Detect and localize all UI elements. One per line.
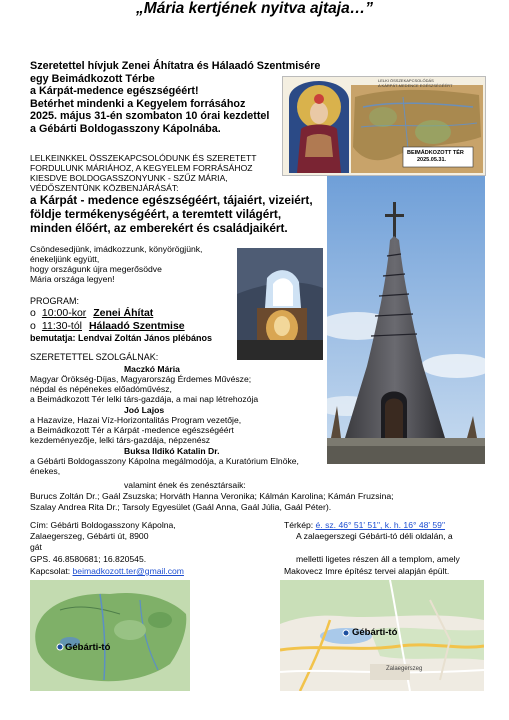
intention-line: minden élőért, az emberekért és családjaikért. xyxy=(30,221,288,235)
person-desc: énekes, xyxy=(30,466,61,476)
prayer-line: Csöndesedjünk, imádkozzunk, könyörögjünk, xyxy=(30,244,203,254)
program-title: Zenei Áhítat xyxy=(93,307,154,319)
prayer-line: énekeljünk együtt, xyxy=(30,254,100,264)
prayer-line: hogy országunk újra megerősödve xyxy=(30,264,162,274)
intention-line: földje termékenységéért, a teremtett világért, xyxy=(30,207,282,221)
intro-line: Szeretettel hívjuk Zenei Áhítatra és Hálaadó Szentmisére xyxy=(30,60,321,72)
map-coords-line xyxy=(284,520,445,530)
intention-line: a Kárpát - medence egészségéért, tájaiért, vizeiért, xyxy=(30,194,313,207)
bullet-icon: o xyxy=(30,307,36,319)
map-location-label: Gébárti-tó xyxy=(65,642,111,653)
bullet-icon: o xyxy=(30,320,36,332)
celebrant-wrap xyxy=(30,333,237,344)
intro-line: a Gébárti Boldogasszony Kápolnába. xyxy=(30,122,221,135)
person-desc: a Beimádkozott Tér lelki társ-gazdája, a mai nap létrehozója xyxy=(30,394,259,404)
program-item xyxy=(30,307,153,319)
person-name: Joó Lajos xyxy=(124,405,165,415)
intro-line: 2025. május 31-én szombaton 10 órai kezdettel xyxy=(30,110,270,122)
contact-line xyxy=(30,566,184,576)
city-label: Zalaegerszeg xyxy=(386,666,423,672)
city-map[interactable] xyxy=(280,580,484,691)
poster-header: A KÁRPÁT-MEDENCE EGÉSZSÉGÉÉRT xyxy=(378,82,453,88)
person-desc: Magyar Örökség-Díjas, Magyarország Érdemes Művésze; xyxy=(30,374,252,384)
intention-block xyxy=(0,194,327,240)
poster-badge-title: BEIMÁDKOZOTT TÉR xyxy=(407,150,464,156)
hungary-map[interactable] xyxy=(30,580,190,691)
poster-image xyxy=(282,76,486,176)
program-time: 11:30-tól xyxy=(41,320,83,332)
caps-line: FORDULUNK MÁRIÁHOZ, A KEGYELEM FORRÁSÁHOZ xyxy=(30,163,253,173)
poster-header: LELKI ÖSSZEKAPCSOLÓDÁS xyxy=(378,78,434,83)
program-heading: PROGRAM: xyxy=(30,296,80,306)
servers-heading: SZERETETTEL SZOLGÁLNAK: xyxy=(30,352,159,362)
address-line: gát xyxy=(30,542,42,552)
person-name: Maczkó Mária xyxy=(124,364,180,374)
person-desc-wrap xyxy=(30,456,307,478)
program-time: 10:00-kor xyxy=(41,307,87,319)
contact-label: Kapcsolat: xyxy=(30,566,71,576)
address-line: Cím: Gébárti Boldogasszony Kápolna, xyxy=(30,520,176,530)
person-desc: népdal és népénekes előadóművész, xyxy=(30,384,172,394)
person-desc: a Gébárti Boldogasszony Kápolna megálmodója, a Kuratórium Elnöke, xyxy=(30,456,299,466)
map-coords-link[interactable]: é. sz. 46° 51' 51", k. h. 16° 48' 59" xyxy=(315,520,446,530)
singers-line: Szalay Andrea Rita Dr.; Tarsoly Egyesület (Gaál Anna, Gaál Júlia, Gaál Péter). xyxy=(30,502,332,512)
page-title: „Mária kertjének nyitva ajtaja…” xyxy=(136,0,373,17)
person-desc: a Beimádkozott Tér a Kárpát -medence egészségéért xyxy=(30,425,234,435)
person-desc: a Hazavize, Hazai Víz-Horizontalitás Program vezetője, xyxy=(30,415,242,425)
prayer-line: Mária országa legyen! xyxy=(30,274,115,284)
map-desc-line: A zalaegerszegi Gébárti-tó déli oldalán, a xyxy=(296,531,453,541)
church-photo xyxy=(327,176,485,464)
chapel-interior-photo xyxy=(237,248,323,360)
poster-badge-date: 2025.05.31. xyxy=(417,157,447,163)
caps-line: LELKEINKKEL ÖSSZEKAPCSOLÓDUNK ÉS SZERETETT xyxy=(30,153,257,163)
gps-line: GPS. 46.8580681; 16.820545. xyxy=(30,554,147,564)
map-location-label: Gébárti-tó xyxy=(352,627,398,638)
contact-email-link[interactable]: beimadkozott.ter@gmail.com xyxy=(72,566,184,576)
map-label: Térkép: xyxy=(284,520,314,530)
intro-line: Betérhet mindenki a Kegyelem forrásához xyxy=(30,97,246,110)
program-title: Hálaadó Szentmise xyxy=(88,320,185,332)
singers-line: Burucs Zoltán Dr.; Gaál Zsuzska; Horváth Hanna Veronika; Kálmán Karolina; Kámán Fruzsina; xyxy=(30,491,394,501)
person-name: Buksa Ildikó Katalin Dr. xyxy=(124,446,220,456)
map-desc-line: melletti ligetes részen áll a templom, amely xyxy=(296,554,460,564)
singers-heading: valamint ének és zenésztársaik: xyxy=(124,480,246,490)
program-item xyxy=(30,320,185,332)
map-desc-line: Makovecz Imre építész tervei alapján épült. xyxy=(284,566,450,576)
celebrant: bemutatja: Lendvai Zoltán János plébános xyxy=(30,333,213,343)
caps-line: VÉDŐSZENTÜNK KÖZBENJÁRÁSÁT: xyxy=(30,183,179,193)
intro-line: egy Beimádkozott Térbe xyxy=(30,72,155,85)
address-line: Zalaegerszeg, Gébárti út, 8900 xyxy=(30,531,149,541)
person-desc: kezdeményezője, lelki társ-gazdája, népzenész xyxy=(30,435,211,445)
intro-line: a Kárpát-medence egészségéért! xyxy=(30,85,199,97)
caps-line: KIESDVE BOLDOGASSZONYUNK - SZŰZ MÁRIA, xyxy=(30,173,228,183)
